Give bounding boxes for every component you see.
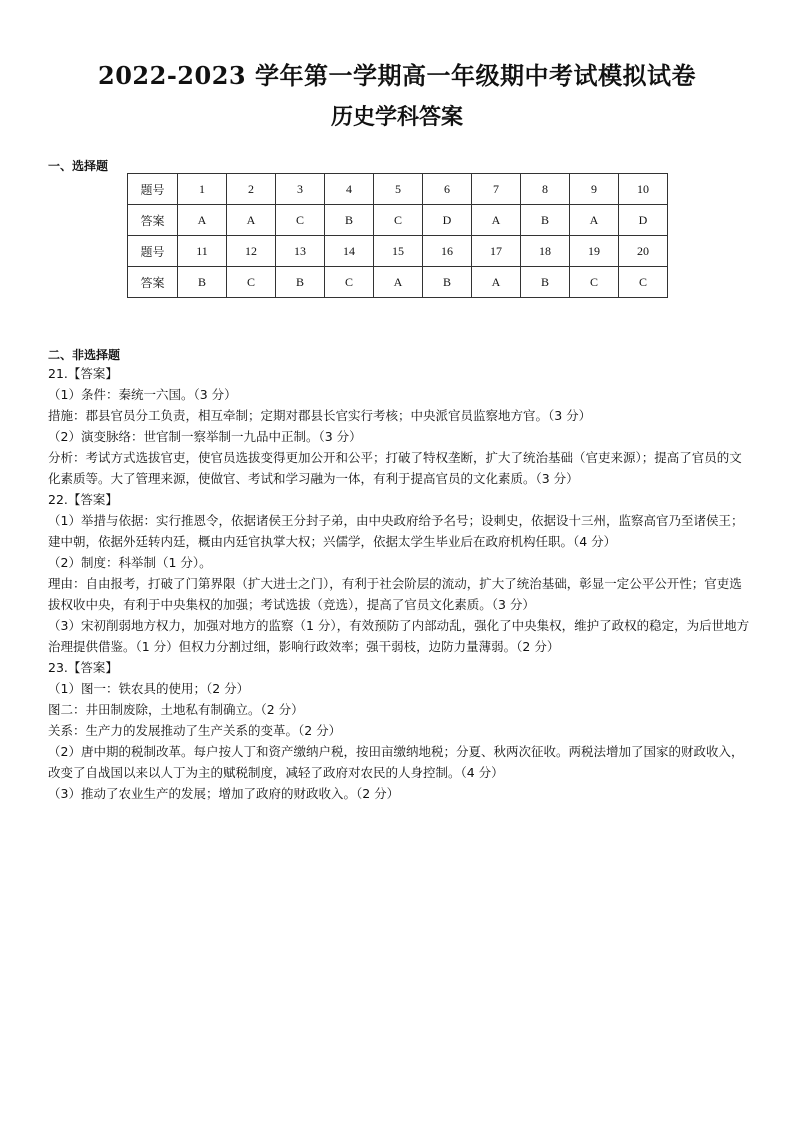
page-subtitle: 历史学科答案 [330,104,463,130]
question-number: 8 [521,174,570,205]
answer-line: （1）图一：铁农具的使用；（2 分） [48,681,250,696]
answer-cell: B [325,205,374,236]
answer-cell: C [276,205,325,236]
question-number: 3 [276,174,325,205]
answer-line: （3）推动了农业生产的发展；增加了政府的财政收入。（2 分） [48,786,400,801]
answer-cell: B [521,267,570,298]
answer-cell: B [178,267,227,298]
answer-line: 理由：自由报考，打破了门第界限（扩大进士之门），有利于社会阶层的流动，扩大了统治基础，彰显一定公平公开性；官吏选拔权收中央，有利于中央集权的加强；考试选拔（竞选），提高了官员文化素质。（3 分） [48,576,742,612]
row-label-number: 题号 [128,236,178,267]
answer-line: （1）条件：秦统一六国。（3 分） [48,387,237,402]
question-number: 19 [570,236,619,267]
answer-line: （2）制度：科举制（1 分）。 [48,555,212,570]
answer-cell: A [374,267,423,298]
row-label-number: 题号 [128,174,178,205]
question-number: 4 [325,174,374,205]
question-number: 20 [619,236,668,267]
table-row-numbers-2 [128,236,668,267]
page-title: 2022-2023 学年第一学期高一年级期中考试模拟试卷 [98,61,696,90]
question-number: 1 [178,174,227,205]
question-number: 2 [227,174,276,205]
question-number: 12 [227,236,276,267]
section-heading-choice: 一、选择题 [48,159,109,173]
answer-line: （1）举措与依据：实行推恩令，依据诸侯王分封子弟，由中央政府给予名号；设刺史，依据设十三州，监察高官乃至诸侯王；建中朝，依据外廷转内廷，概由内廷官执掌大权；兴儒学，依据太学生毕业后在政府机构任职。（4 分） [48,513,744,549]
answer-line: （2）唐中期的税制改革。每户按人丁和资产缴纳户税，按田亩缴纳地税；分夏、秋两次征收。两税法增加了国家的财政收入，改变了自战国以来以人丁为主的赋税制度，减轻了政府对农民的人身控制。（4 分） [48,744,744,780]
row-label-answer: 答案 [128,267,178,298]
question-number: 5 [374,174,423,205]
answer-cell: A [570,205,619,236]
question-number: 9 [570,174,619,205]
answer-cell: B [521,205,570,236]
answer-line: 分析：考试方式选拔官吏，使官员选拔变得更加公开和公平；打破了特权垄断，扩大了统治基础（官吏来源）；提高了官员的文化素质等。大了管理来源，使做官、考试和学习融为一体，有利于提高官员的文化素质。（3 分） [48,450,742,486]
answer-cell: C [325,267,374,298]
answer-line: 22.【答案】 [48,492,118,507]
answer-cell: D [423,205,472,236]
answer-table [127,173,668,298]
answer-line: 措施：郡县官员分工负责，相互牵制；定期对郡县长官实行考核；中央派官员监察地方官。（3 分） [48,408,592,423]
answer-line: 21.【答案】 [48,366,118,381]
question-number: 14 [325,236,374,267]
answer-line: （2）演变脉络：世官制一察举制一九品中正制。（3 分） [48,429,362,444]
question-number: 16 [423,236,472,267]
answer-line: 图二：井田制废除，土地私有制确立。（2 分） [48,702,304,717]
answer-line: （3）宋初削弱地方权力，加强对地方的监察（1 分），有效预防了内部动乱，强化了中央集权，维护了政权的稳定，为后世地方治理提供借鉴。（1 分）但权力分割过细，影响行政效率；强干弱枝，边防力量薄弱。（2 分） [48,618,750,654]
question-number: 18 [521,236,570,267]
answer-line: 23.【答案】 [48,660,118,675]
table-row-answers-1 [128,205,668,236]
answer-line: 关系：生产力的发展推动了生产关系的变革。（2 分） [48,723,342,738]
section-heading-non-choice: 二、非选择题 [48,348,121,362]
answer-cell: A [472,267,521,298]
answer-cell: C [227,267,276,298]
answer-cell: C [619,267,668,298]
question-number: 15 [374,236,423,267]
question-number: 17 [472,236,521,267]
answer-cell: B [423,267,472,298]
question-number: 10 [619,174,668,205]
row-label-answer: 答案 [128,205,178,236]
answer-cell: A [472,205,521,236]
answer-body [48,363,754,804]
answer-cell: B [276,267,325,298]
table-row-answers-2 [128,267,668,298]
question-number: 11 [178,236,227,267]
answer-cell: C [570,267,619,298]
answer-cell: A [178,205,227,236]
question-number: 6 [423,174,472,205]
table-row-numbers-1 [128,174,668,205]
answer-cell: A [227,205,276,236]
question-number: 13 [276,236,325,267]
question-number: 7 [472,174,521,205]
answer-cell: D [619,205,668,236]
answer-cell: C [374,205,423,236]
